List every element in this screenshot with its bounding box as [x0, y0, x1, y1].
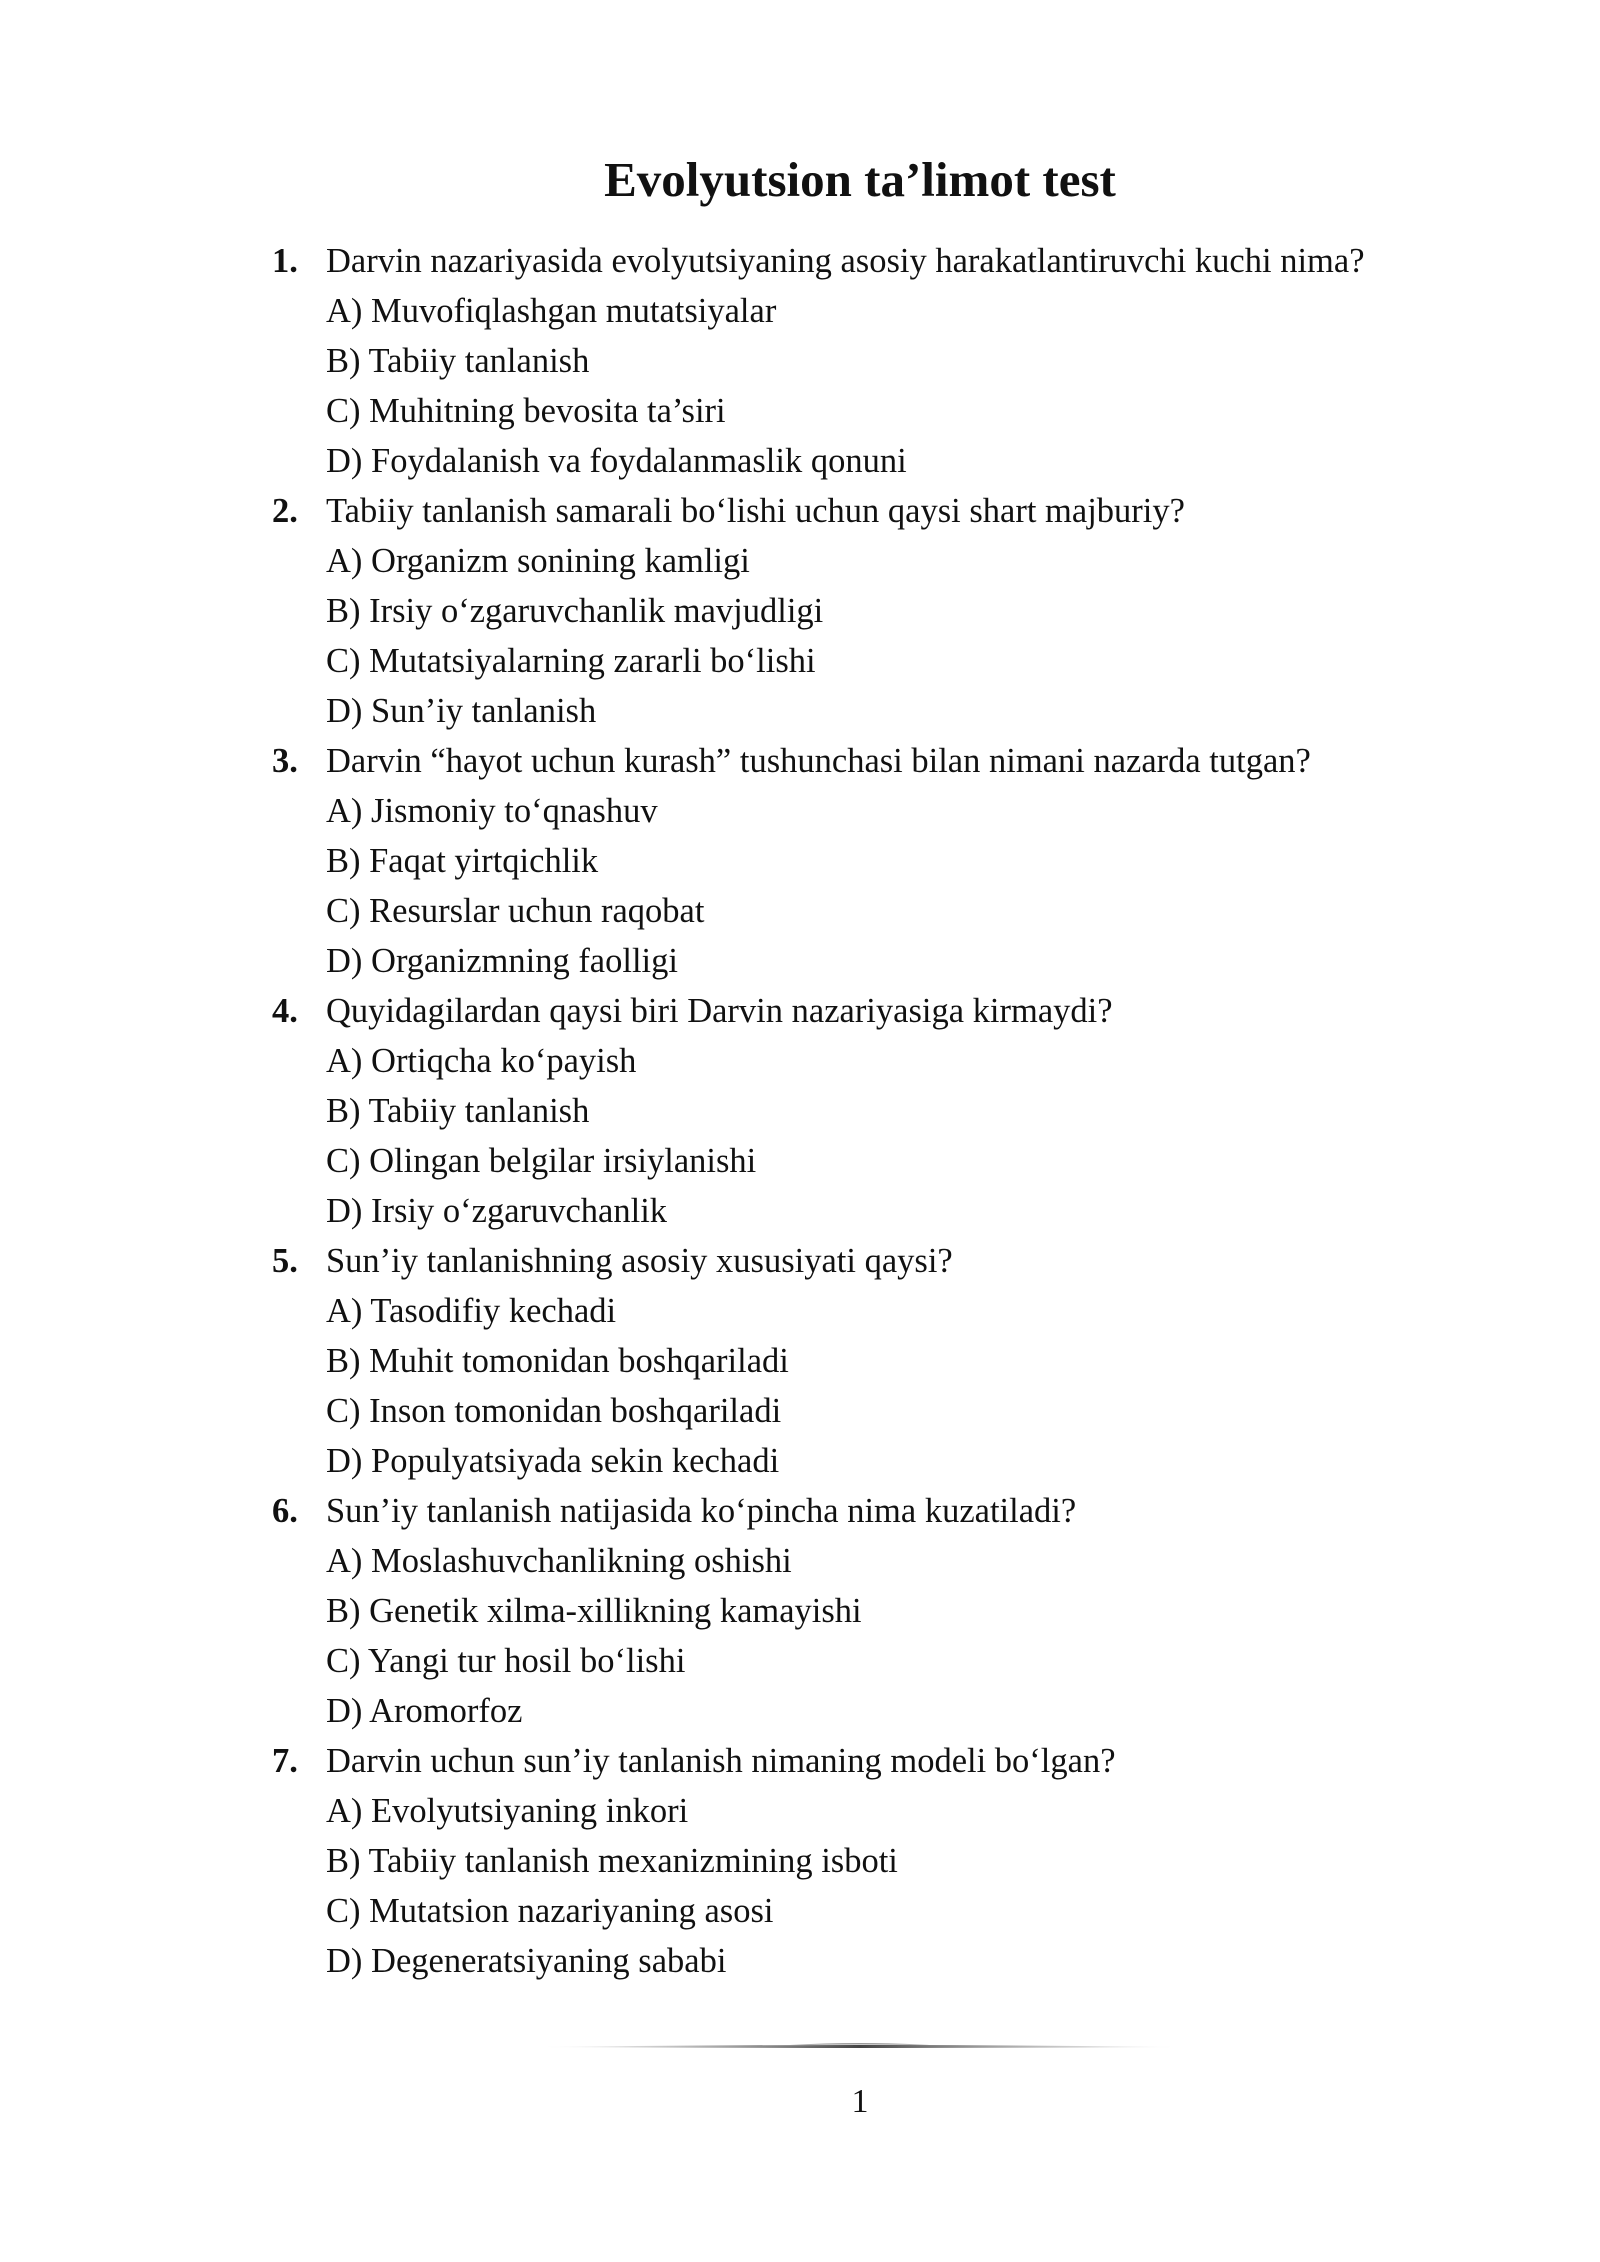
option-c: C) Muhitning bevosita ta’siri	[326, 392, 726, 430]
question-line	[272, 986, 1512, 1036]
option-c: C) Olingan belgilar irsiylanishi	[326, 1142, 757, 1180]
option-c: C) Resurslar uchun raqobat	[326, 892, 705, 930]
question-text: Darvin nazariyasida evolyutsiyaning asosiy harakatlantiruvchi kuchi nima?	[326, 242, 1365, 280]
option-list	[272, 1786, 1512, 1986]
option-list	[272, 286, 1512, 486]
question-text: Quyidagilardan qaysi biri Darvin nazariyasiga kirmaydi?	[326, 992, 1113, 1030]
option-b: B) Muhit tomonidan boshqariladi	[326, 1342, 789, 1380]
question-text: Darvin uchun sun’iy tanlanish nimaning modeli bo‘lgan?	[326, 1742, 1116, 1780]
option-b: B) Faqat yirtqichlik	[326, 842, 599, 880]
option-b: B) Genetik xilma-xillikning kamayishi	[326, 1592, 862, 1630]
option-list	[272, 1286, 1512, 1486]
option-d: D) Organizmning faolligi	[326, 942, 678, 980]
question-number: 5.	[272, 1242, 298, 1280]
question-text: Sun’iy tanlanishning asosiy xususiyati qaysi?	[326, 1242, 953, 1280]
option-c: C) Inson tomonidan boshqariladi	[326, 1392, 782, 1430]
question-item	[272, 986, 1512, 1236]
option-a: A) Evolyutsiyaning inkori	[326, 1792, 689, 1830]
option-list	[272, 536, 1512, 736]
footer-divider	[540, 2040, 1180, 2054]
question-line	[272, 236, 1512, 286]
option-d: D) Degeneratsiyaning sababi	[326, 1942, 727, 1980]
option-c: C) Mutatsiyalarning zararli bo‘lishi	[326, 642, 816, 680]
question-item	[272, 486, 1512, 736]
question-item	[272, 236, 1512, 486]
option-b: B) Tabiiy tanlanish mexanizmining isboti	[326, 1842, 898, 1880]
question-number: 2.	[272, 492, 298, 530]
option-b: B) Tabiiy tanlanish	[326, 342, 590, 380]
option-list	[272, 786, 1512, 986]
question-number: 7.	[272, 1742, 298, 1780]
question-number: 1.	[272, 242, 298, 280]
option-a: A) Tasodifiy kechadi	[326, 1292, 617, 1330]
option-list	[272, 1536, 1512, 1736]
question-item	[272, 736, 1512, 986]
option-d: D) Populyatsiyada sekin kechadi	[326, 1442, 780, 1480]
question-item	[272, 1486, 1512, 1736]
question-line	[272, 1236, 1512, 1286]
question-line	[272, 736, 1512, 786]
question-item	[272, 1736, 1512, 1986]
option-b: B) Tabiiy tanlanish	[326, 1092, 590, 1130]
question-number: 3.	[272, 742, 298, 780]
option-a: A) Moslashuvchanlikning oshishi	[326, 1542, 792, 1580]
option-a: A) Ortiqcha ko‘payish	[326, 1042, 637, 1080]
question-item	[272, 1236, 1512, 1486]
question-list	[272, 236, 1512, 1986]
option-a: A) Jismoniy to‘qnashuv	[326, 792, 658, 830]
option-c: C) Mutatsion nazariyaning asosi	[326, 1892, 774, 1930]
question-number: 6.	[272, 1492, 298, 1530]
page-number: 1	[851, 2083, 869, 2120]
option-a: A) Muvofiqlashgan mutatsiyalar	[326, 292, 777, 330]
option-a: A) Organizm sonining kamligi	[326, 542, 750, 580]
option-d: D) Foydalanish va foydalanmaslik qonuni	[326, 442, 907, 480]
question-text: Sun’iy tanlanish natijasida ko‘pincha nima kuzatiladi?	[326, 1492, 1077, 1530]
question-line	[272, 486, 1512, 536]
question-text: Tabiiy tanlanish samarali bo‘lishi uchun qaysi shart majburiy?	[326, 492, 1185, 530]
option-d: D) Irsiy o‘zgaruvchanlik	[326, 1192, 668, 1230]
option-d: D) Aromorfoz	[326, 1692, 523, 1730]
question-line	[272, 1486, 1512, 1536]
question-line	[272, 1736, 1512, 1786]
page-title: Evolyutsion ta’limot test	[604, 152, 1116, 207]
question-number: 4.	[272, 992, 298, 1030]
option-d: D) Sun’iy tanlanish	[326, 692, 597, 730]
option-b: B) Irsiy o‘zgaruvchanlik mavjudligi	[326, 592, 824, 630]
option-list	[272, 1036, 1512, 1236]
option-c: C) Yangi tur hosil bo‘lishi	[326, 1642, 686, 1680]
question-text: Darvin “hayot uchun kurash” tushunchasi bilan nimani nazarda tutgan?	[326, 742, 1311, 780]
